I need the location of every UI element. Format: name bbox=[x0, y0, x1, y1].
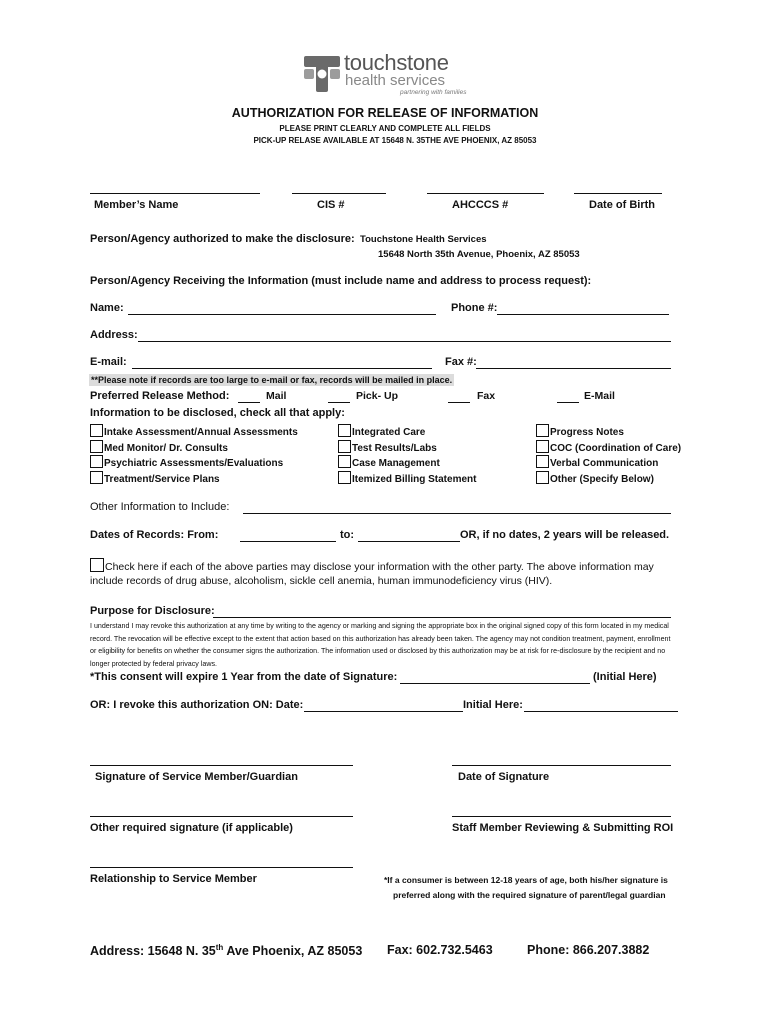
cis-label: CIS # bbox=[317, 199, 345, 211]
staff-signature-label: Staff Member Reviewing & Submitting ROI bbox=[452, 822, 674, 834]
info-item-label: Test Results/Labs bbox=[352, 443, 437, 454]
info-item[interactable] bbox=[536, 471, 654, 485]
info-item[interactable] bbox=[90, 455, 283, 469]
info-item-label: Other (Specify Below) bbox=[550, 474, 654, 485]
dates-to-line[interactable] bbox=[358, 541, 460, 542]
info-item-label: Itemized Billing Statement bbox=[352, 474, 477, 485]
checkbox[interactable] bbox=[90, 455, 103, 468]
info-item[interactable] bbox=[338, 471, 476, 485]
form-subtitle-1: PLEASE PRINT CLEARLY AND COMPLETE ALL FIELDS bbox=[279, 124, 491, 133]
info-item-label: Med Monitor/ Dr. Consults bbox=[104, 443, 228, 454]
ahcccs-label: AHCCCS # bbox=[452, 199, 509, 211]
other-signature-label: Other required signature (if applicable) bbox=[90, 822, 293, 834]
info-item[interactable] bbox=[536, 424, 624, 438]
revoke-date-line[interactable] bbox=[304, 711, 463, 712]
receiving-phone-line[interactable] bbox=[497, 314, 669, 315]
member-name-label: Member’s Name bbox=[94, 199, 179, 211]
info-item[interactable] bbox=[536, 440, 681, 454]
release-method-label: Preferred Release Method: bbox=[90, 390, 230, 402]
release-option-pickup: Pick- Up bbox=[356, 390, 399, 402]
expire-label: *This consent will expire 1 Year from the date of Signature: bbox=[90, 671, 398, 683]
info-item-label: Integrated Care bbox=[352, 427, 426, 438]
dates-to-label: to: bbox=[340, 529, 355, 541]
checkbox[interactable] bbox=[536, 471, 549, 484]
logo-subname: health services bbox=[345, 72, 446, 89]
release-fax-line[interactable] bbox=[448, 402, 470, 403]
receiving-phone-label: Phone #: bbox=[451, 302, 498, 314]
receiving-fax-label: Fax #: bbox=[445, 356, 477, 368]
info-item-label: Intake Assessment/Annual Assessments bbox=[104, 427, 298, 438]
disclosure-label: Person/Agency authorized to make the disclosure: bbox=[90, 233, 355, 245]
info-item[interactable] bbox=[90, 440, 228, 454]
purpose-label: Purpose for Disclosure: bbox=[90, 605, 215, 617]
info-item-label: Verbal Communication bbox=[550, 458, 659, 469]
info-item[interactable] bbox=[536, 455, 658, 469]
checkbox[interactable] bbox=[338, 471, 351, 484]
release-mail-line[interactable] bbox=[238, 402, 260, 403]
receiving-label: Person/Agency Receiving the Information (must include name and address to process request): bbox=[90, 275, 592, 287]
records-size-note: **Please note if records are too large to e-mail or fax, records will be mailed in place. bbox=[91, 375, 453, 385]
other-signature-line[interactable] bbox=[90, 816, 353, 817]
revoke-label: OR: I revoke this authorization ON: Date: bbox=[90, 699, 304, 711]
staff-signature-line[interactable] bbox=[452, 816, 671, 817]
member-signature-line[interactable] bbox=[90, 765, 353, 766]
receiving-name-label: Name: bbox=[90, 302, 124, 314]
consent-share-text-1: Check here if each of the above parties may disclose your information with the other party. The above information may bbox=[105, 561, 654, 573]
signature-date-line[interactable] bbox=[452, 765, 671, 766]
footer-fax: Fax: 602.732.5463 bbox=[387, 943, 493, 957]
info-item[interactable] bbox=[338, 424, 425, 438]
release-option-mail: Mail bbox=[266, 390, 287, 402]
receiving-address-label: Address: bbox=[90, 329, 138, 341]
dob-line[interactable] bbox=[574, 193, 662, 194]
footer-phone: Phone: 866.207.3882 bbox=[527, 943, 650, 957]
checkbox[interactable] bbox=[536, 440, 549, 453]
checkbox[interactable] bbox=[90, 424, 103, 437]
consent-share-text-2: include records of drug abuse, alcoholism, sickle cell anemia, human immunodeficiency virus (HIV). bbox=[90, 575, 553, 587]
receiving-name-line[interactable] bbox=[128, 314, 436, 315]
footer-address: Address: 15648 N. 35th Ave Phoenix, AZ 85053 bbox=[90, 943, 363, 959]
purpose-line[interactable] bbox=[213, 617, 671, 618]
ahcccs-line[interactable] bbox=[427, 193, 544, 194]
checkbox[interactable] bbox=[90, 440, 103, 453]
disclosure-agency: Touchstone Health Services bbox=[360, 234, 487, 245]
receiving-email-line[interactable] bbox=[132, 368, 432, 369]
form-title: AUTHORIZATION FOR RELEASE OF INFORMATION bbox=[231, 106, 539, 120]
disclosure-address: 15648 North 35th Avenue, Phoenix, AZ 85053 bbox=[378, 249, 580, 260]
info-item-label: COC (Coordination of Care) bbox=[550, 443, 682, 454]
logo-tagline: partnering with families bbox=[400, 89, 467, 96]
info-disclosed-label: Information to be disclosed, check all that apply: bbox=[90, 407, 345, 419]
info-item-label: Progress Notes bbox=[550, 427, 624, 438]
release-option-fax: Fax bbox=[477, 390, 496, 402]
dates-from-label: Dates of Records: From: bbox=[90, 529, 219, 541]
revoke-initial-line[interactable] bbox=[524, 711, 678, 712]
info-item[interactable] bbox=[338, 440, 437, 454]
dates-note: OR, if no dates, 2 years will be released. bbox=[460, 529, 670, 541]
receiving-address-line[interactable] bbox=[138, 341, 671, 342]
other-info-line[interactable] bbox=[243, 513, 671, 514]
cis-line[interactable] bbox=[292, 193, 386, 194]
minor-signature-note-2: preferred along with the required signature of parent/legal guardian bbox=[393, 890, 666, 900]
info-item-label: Psychiatric Assessments/Evaluations bbox=[104, 458, 284, 469]
receiving-fax-line[interactable] bbox=[476, 368, 671, 369]
release-option-email: E-Mail bbox=[584, 390, 615, 402]
other-info-label: Other Information to Include: bbox=[90, 501, 230, 513]
receiving-email-label: E-mail: bbox=[90, 356, 127, 368]
signature-date-label: Date of Signature bbox=[458, 771, 550, 783]
release-email-line[interactable] bbox=[557, 402, 579, 403]
release-pickup-line[interactable] bbox=[328, 402, 350, 403]
checkbox[interactable] bbox=[338, 424, 351, 437]
member-signature-label: Signature of Service Member/Guardian bbox=[95, 771, 298, 783]
dob-label: Date of Birth bbox=[589, 199, 655, 211]
checkbox[interactable] bbox=[90, 471, 103, 484]
relationship-label: Relationship to Service Member bbox=[90, 873, 257, 885]
checkbox[interactable] bbox=[536, 455, 549, 468]
touchstone-logo-icon bbox=[304, 56, 340, 92]
info-item-label: Treatment/Service Plans bbox=[104, 474, 220, 485]
info-item[interactable] bbox=[338, 455, 440, 469]
relationship-line[interactable] bbox=[90, 867, 353, 868]
expire-signature-line[interactable] bbox=[400, 683, 590, 684]
dates-from-line[interactable] bbox=[240, 541, 336, 542]
consent-share-check[interactable] bbox=[90, 558, 654, 573]
info-item[interactable] bbox=[90, 471, 220, 485]
checkbox[interactable] bbox=[90, 558, 104, 572]
info-item-label: Case Management bbox=[352, 458, 440, 469]
checkbox[interactable] bbox=[536, 424, 549, 437]
revoke-initial-label: Initial Here: bbox=[463, 699, 523, 711]
info-item[interactable] bbox=[90, 424, 298, 438]
logo-name: touchstone bbox=[344, 50, 449, 75]
form-subtitle-2: PICK-UP RELASE AVAILABLE AT 15648 N. 35THE AVE PHOENIX, AZ 85053 bbox=[253, 136, 537, 145]
revocation-notice: I understand I may revoke this authorization at any time by writing to the agency or marking and signing the appropriate box in the original signed copy of this form located in my medical record. The revocation will be effective except to the extent that action based on this authorization has already been taken. The agency may not condition treatment, payment, enrollment or eligibility for benefits on whether the consumer signs the authorization. The information used or disclosed by this authorization may be at risk for re-disclosure by the recipient and no longer protected by federal privacy laws. bbox=[90, 622, 671, 668]
checkbox[interactable] bbox=[338, 455, 351, 468]
member-name-line[interactable] bbox=[90, 193, 260, 194]
checkbox[interactable] bbox=[338, 440, 351, 453]
minor-signature-note-1: *If a consumer is between 12-18 years of age, both his/her signature is bbox=[384, 875, 668, 885]
expire-initial-label: (Initial Here) bbox=[593, 671, 657, 683]
